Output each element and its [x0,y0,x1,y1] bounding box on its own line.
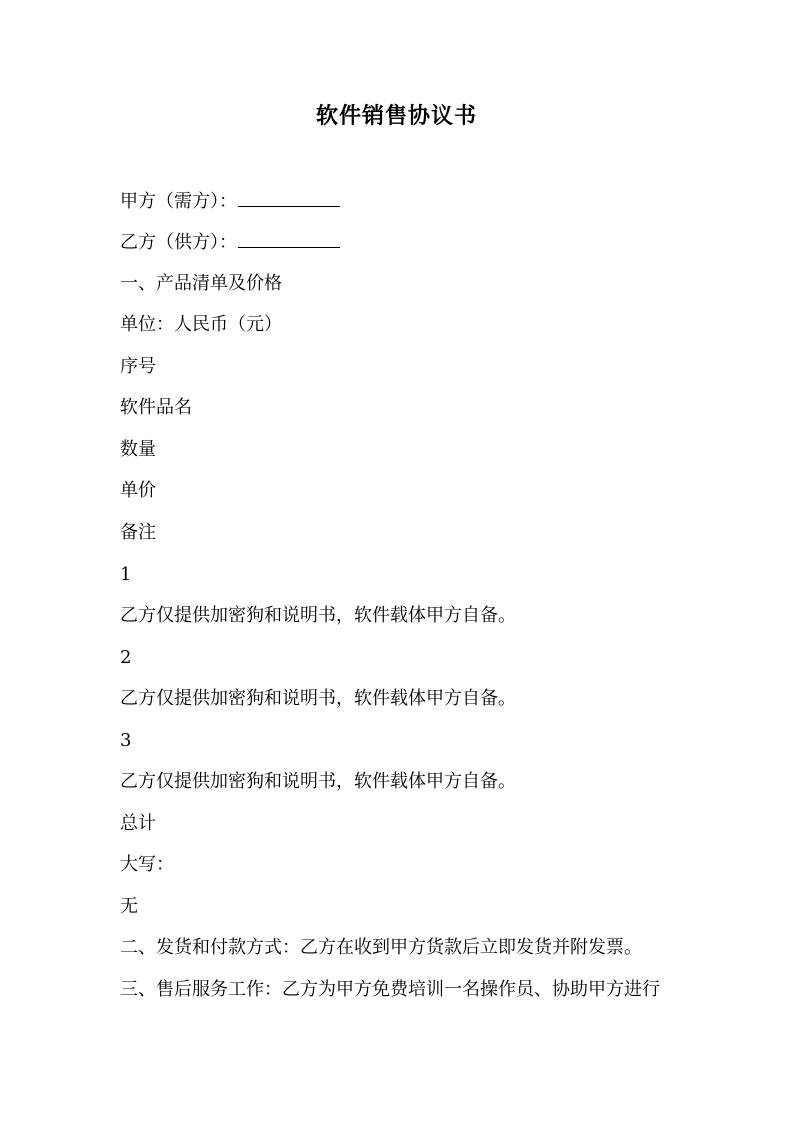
total-label: 总计 [120,813,156,834]
row-index: 1 [120,564,132,585]
row-index: 2 [120,647,132,668]
row-remark: 乙方仅提供加密狗和说明书，软件载体甲方自备。 [120,771,516,792]
document-title: 软件销售协议书 [315,103,477,129]
party-b-label: 乙方（供方）： [120,232,237,253]
column-header-unit-price: 单价 [120,480,156,501]
row-index: 3 [120,730,132,751]
party-b-blank [238,229,340,248]
row-remark: 乙方仅提供加密狗和说明书，软件载体甲方自备。 [120,688,516,709]
column-header-remark: 备注 [120,522,156,543]
party-b-line [120,229,340,256]
section-3-after-sales: 三、售后服务工作：乙方为甲方免费培训一名操作员、协助甲方进行 [120,979,660,1000]
section-1-heading: 一、产品清单及价格 [120,273,282,294]
row-remark: 乙方仅提供加密狗和说明书，软件载体甲方自备。 [120,605,516,626]
party-a-label: 甲方（需方）： [120,191,237,212]
column-header-product: 软件品名 [120,397,192,418]
total-remark: 无 [120,896,138,917]
column-header-index: 序号 [120,356,156,377]
section-2-delivery-payment: 二、发货和付款方式：乙方在收到甲方货款后立即发货并附发票。 [120,937,642,958]
capital-amount-label: 大写： [120,854,174,875]
column-header-quantity: 数量 [120,439,156,460]
party-a-blank [238,188,340,207]
party-a-line [120,188,340,215]
currency-unit: 单位：人民币（元） [120,314,282,335]
